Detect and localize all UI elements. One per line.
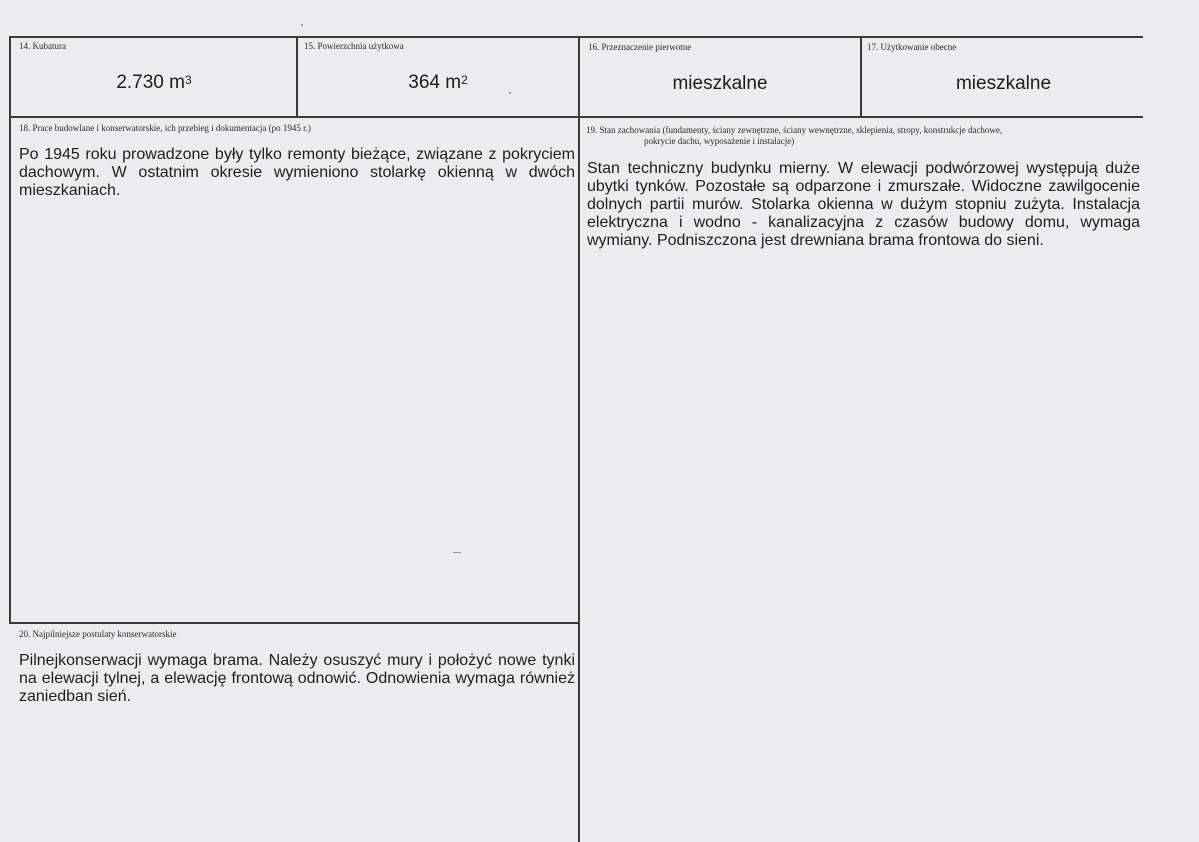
scan-speck — [301, 24, 303, 26]
field17-value: mieszkalne — [955, 73, 1052, 94]
field15-number: 364 m — [408, 72, 462, 93]
field19-text: Stan techniczny budynku mierny. W elewacji podwórzowej występują duże ubytki tynków. Pozostałe są odparzone i zmurszałe. Widoczne zawilgocenie dolnych partii murów. Stolarka okienna w dużym stopniu zużyta. Instalacja elektryczna i wodno - kanalizacyjna z czasów budowy domu, wymaga wymiany. Podniszczona jest drewniana brama frontowa do sieni. — [587, 160, 1140, 249]
field19-label — [586, 125, 1126, 147]
field18-label: 18. Prace budowlane i konserwatorskie, ich przebieg i dokumentacja (po 1945 r.) — [19, 123, 311, 133]
field20-text: Pilnejkonserwacji wymaga brama. Należy osuszyć mury i położyć nowe tynki na elewacji tylnej, a elewację frontową odnowić. Odnowienia wymaga również zaniedban sień. — [19, 652, 575, 705]
row1-bottom-border — [10, 116, 1143, 118]
left-border — [9, 36, 11, 624]
field17-label: 17. Użytkowanie obecne — [867, 42, 957, 52]
field18-text: Po 1945 roku prowadzone były tylko remonty bieżące, związane z pokryciem dachowym. W ostatnim okresie wymieniono stolarkę okienną w dwóch mieszkaniach. — [19, 146, 575, 199]
field15-label: 15. Powierzchnia użytkowa — [304, 41, 404, 51]
field14-value — [12, 72, 296, 94]
scan-speck — [453, 552, 461, 553]
field19-label-line1: 19. Stan zachowania (fundamenty, ściany zewnętrzne, ściany wewnętrzne, sklepienia, stropy, konstrukcje dachowe, — [586, 125, 1003, 135]
field15-exponent: 2 — [461, 73, 468, 87]
field16-value: mieszkalne — [672, 73, 768, 94]
field20-top-border — [10, 622, 579, 624]
scan-speck — [509, 92, 511, 94]
field14-label: 14. Kubatura — [19, 41, 66, 51]
field19-label-line2: pokrycie dachu, wyposażenie i instalacje) — [644, 136, 795, 146]
field20-label: 20. Najpilniejsze postulaty konserwatorskie — [19, 629, 177, 639]
field16-label: 16. Przeznaczenie pierwotne — [588, 42, 692, 52]
top-border — [10, 36, 1143, 38]
divider-main — [578, 36, 580, 842]
field14-number: 2.730 m — [116, 72, 185, 93]
field15-value — [298, 72, 578, 94]
field14-exponent: 3 — [184, 73, 192, 87]
